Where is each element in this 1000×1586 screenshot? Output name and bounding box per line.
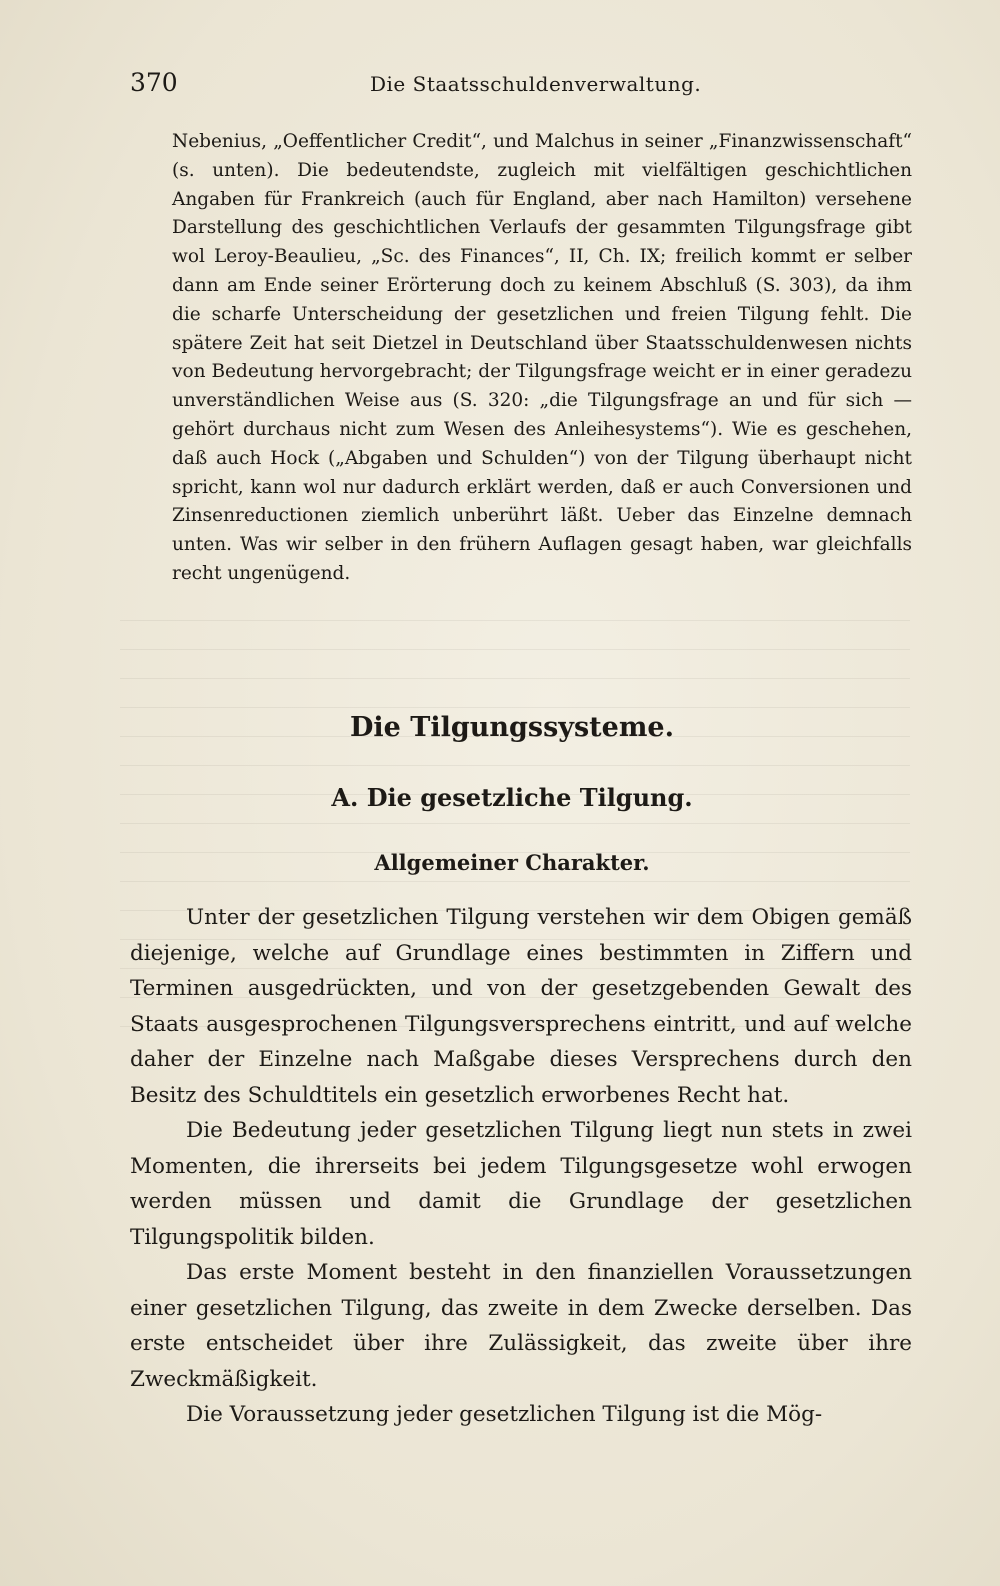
- running-head: [130, 64, 910, 104]
- paragraph: Das erste Moment besteht in den finanziellen Voraussetzungen einer gesetzlichen Tilgung, das zweite in dem Zwecke derselben. Das erste entscheidet über ihre Zulässigkeit, das zweite über ihre Zweckmäßigkeit.: [130, 1260, 912, 1392]
- footnote-text: Nebenius, „Oeffentlicher Credit“, und Malchus in seiner „Finanzwissenschaft“ (s. unten). Die bedeutendste, zugleich mit vielfältigen geschichtlichen Angaben für Frankreich (auch für England, aber nach Hamilton) versehene Darstellung des geschichtlichen Verlaufs der gesammten Tilgungsfrage gibt wol Leroy-Beaulieu, „Sc. des Finances“, II, Ch. IX; freilich kommt er selber dann am Ende seiner Erörterung doch zu keinem Abschluß (S. 303), da ihm die scharfe Unterscheidung der gesetzlichen und freien Tilgung fehlt. Die spätere Zeit hat seit Dietzel in Deutschland über Staatsschuldenwesen nichts von Bedeutung hervorgebracht; der Tilgungsfrage weicht er in einer geradezu unverständlichen Weise aus (S. 320: „die Tilgungsfrage an und für sich — gehört durchaus nicht zum Wesen des Anleihesystems“). Wie es geschehen, daß auch Hock („Abgaben und Schulden“) von der Tilgung überhaupt nicht spricht, kann wol nur dadurch erklärt werden, daß er auch Conversionen und Zinsenreductionen ziemlich unberührt läßt. Ueber das Einzelne demnach unten. Was wir selber in den frühern Auflagen gesagt haben, war gleichfalls recht ungenügend.: [172, 131, 912, 584]
- section-heading: A. Die gesetzliche Tilgung.: [331, 783, 693, 812]
- paragraph: Die Voraussetzung jeder gesetzlichen Tilgung ist die Mög-: [186, 1402, 823, 1427]
- paragraph: Die Bedeutung jeder gesetzlichen Tilgung liegt nun stets in zwei Momenten, die ihrerseits bei jedem Tilgungsgesetze wohl erwogen werden müssen und damit die Grundlage der gesetzlichen Tilgungspolitik bilden.: [130, 1118, 912, 1250]
- paragraph: Unter der gesetzlichen Tilgung verstehen wir dem Obigen gemäß diejenige, welche auf Grundlage eines bestimmten in Ziffern und Terminen ausgedrückten, und von der gesetzgebenden Gewalt des Staats ausgesprochenen Tilgungsversprechens eintritt, und auf welche daher der Einzelne nach Maßgabe dieses Versprechens durch den Besitz des Schuldtitels ein gesetzlich erworbenes Recht hat.: [130, 905, 912, 1108]
- footnote-block: [172, 128, 912, 589]
- body-text: [130, 900, 912, 1433]
- chapter-heading: Die Tilgungssysteme.: [350, 712, 674, 743]
- page-number: 370: [130, 68, 178, 97]
- subsection-heading: Allgemeiner Charakter.: [374, 850, 650, 875]
- running-head-title: Die Staatsschuldenverwaltung.: [370, 72, 702, 96]
